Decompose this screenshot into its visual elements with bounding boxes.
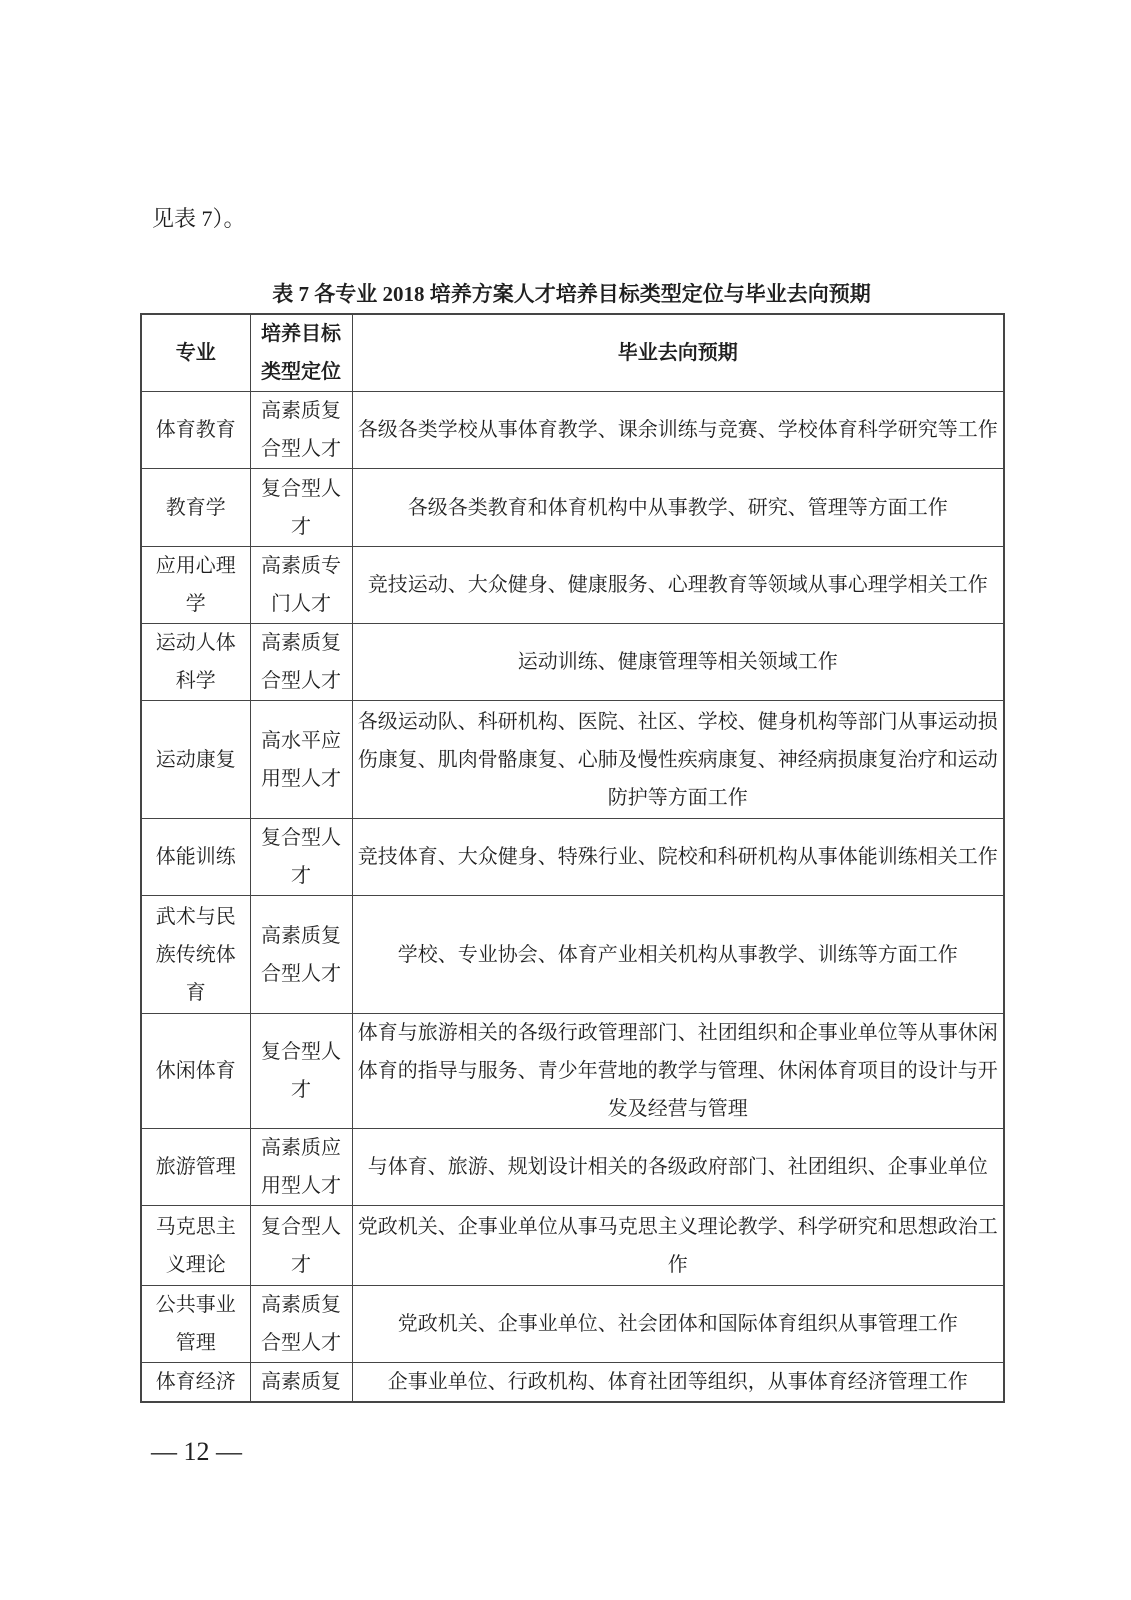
destination-cell: 竞技运动、大众健身、健康服务、心理教育等领域从事心理学相关工作 (352, 547, 1004, 624)
major-cell: 教育学 (141, 469, 250, 547)
destination-cell: 党政机关、企事业单位从事马克思主义理论教学、科学研究和思想政治工作 (352, 1206, 1004, 1286)
major-cell: 武术与民族传统体育 (141, 896, 250, 1014)
major-cell: 休闲体育 (141, 1014, 250, 1129)
table-row (141, 819, 1004, 896)
training-type-cell: 高素质复合型人才 (250, 392, 352, 469)
table-row (141, 1286, 1004, 1363)
table-row (141, 1206, 1004, 1286)
destination-cell: 党政机关、企事业单位、社会团体和国际体育组织从事管理工作 (352, 1286, 1004, 1363)
table-row (141, 701, 1004, 819)
destination-cell: 企事业单位、行政机构、体育社团等组织，从事体育经济管理工作 (352, 1363, 1004, 1403)
training-type-cell: 复合型人才 (250, 1014, 352, 1129)
major-cell: 应用心理学 (141, 547, 250, 624)
destination-cell: 与体育、旅游、规划设计相关的各级政府部门、社团组织、企事业单位 (352, 1129, 1004, 1206)
page-number: — 12 — (151, 1437, 242, 1466)
table-row (141, 896, 1004, 1014)
training-type-cell: 高素质复合型人才 (250, 896, 352, 1014)
table-row (141, 1014, 1004, 1129)
table-row (141, 469, 1004, 547)
training-type-cell: 复合型人才 (250, 469, 352, 547)
destination-cell: 竞技体育、大众健身、特殊行业、院校和科研机构从事体能训练相关工作 (352, 819, 1004, 896)
destination-cell: 体育与旅游相关的各级行政管理部门、社团组织和企事业单位等从事休闲体育的指导与服务、青少年营地的教学与管理、休闲体育项目的设计与开发及经营与管理 (352, 1014, 1004, 1129)
major-cell: 体育教育 (141, 392, 250, 469)
major-cell: 体能训练 (141, 819, 250, 896)
training-type-cell: 高素质复合型人才 (250, 1286, 352, 1363)
majors-table (140, 313, 1005, 1403)
table-row (141, 1363, 1004, 1403)
intro-text: 见表 7）。 (152, 206, 246, 231)
training-type-cell: 高素质复 (250, 1363, 352, 1403)
table-row (141, 547, 1004, 624)
destination-cell: 各级运动队、科研机构、医院、社区、学校、健身机构等部门从事运动损伤康复、肌肉骨骼康复、心肺及慢性疾病康复、神经病损康复治疗和运动防护等方面工作 (352, 701, 1004, 819)
major-cell: 旅游管理 (141, 1129, 250, 1206)
destination-cell: 运动训练、健康管理等相关领域工作 (352, 624, 1004, 701)
major-cell: 马克思主义理论 (141, 1206, 250, 1286)
table-row (141, 624, 1004, 701)
table-row (141, 392, 1004, 469)
major-cell: 运动人体科学 (141, 624, 250, 701)
training-type-cell: 复合型人才 (250, 1206, 352, 1286)
training-type-cell: 高水平应用型人才 (250, 701, 352, 819)
destination-cell: 各级各类教育和体育机构中从事教学、研究、管理等方面工作 (352, 469, 1004, 547)
major-cell: 体育经济 (141, 1363, 250, 1403)
table-caption: 表 7 各专业 2018 培养方案人才培养目标类型定位与毕业去向预期 (272, 282, 871, 306)
header-destination: 毕业去向预期 (352, 314, 1004, 392)
header-major: 专业 (141, 314, 250, 392)
training-type-cell: 复合型人才 (250, 819, 352, 896)
training-type-cell: 高素质复合型人才 (250, 624, 352, 701)
table-row (141, 1129, 1004, 1206)
table-header-row (141, 314, 1004, 392)
training-type-cell: 高素质应用型人才 (250, 1129, 352, 1206)
training-type-cell: 高素质专门人才 (250, 547, 352, 624)
destination-cell: 学校、专业协会、体育产业相关机构从事教学、训练等方面工作 (352, 896, 1004, 1014)
major-cell: 公共事业管理 (141, 1286, 250, 1363)
destination-cell: 各级各类学校从事体育教学、课余训练与竞赛、学校体育科学研究等工作 (352, 392, 1004, 469)
header-training-type: 培养目标类型定位 (250, 314, 352, 392)
major-cell: 运动康复 (141, 701, 250, 819)
